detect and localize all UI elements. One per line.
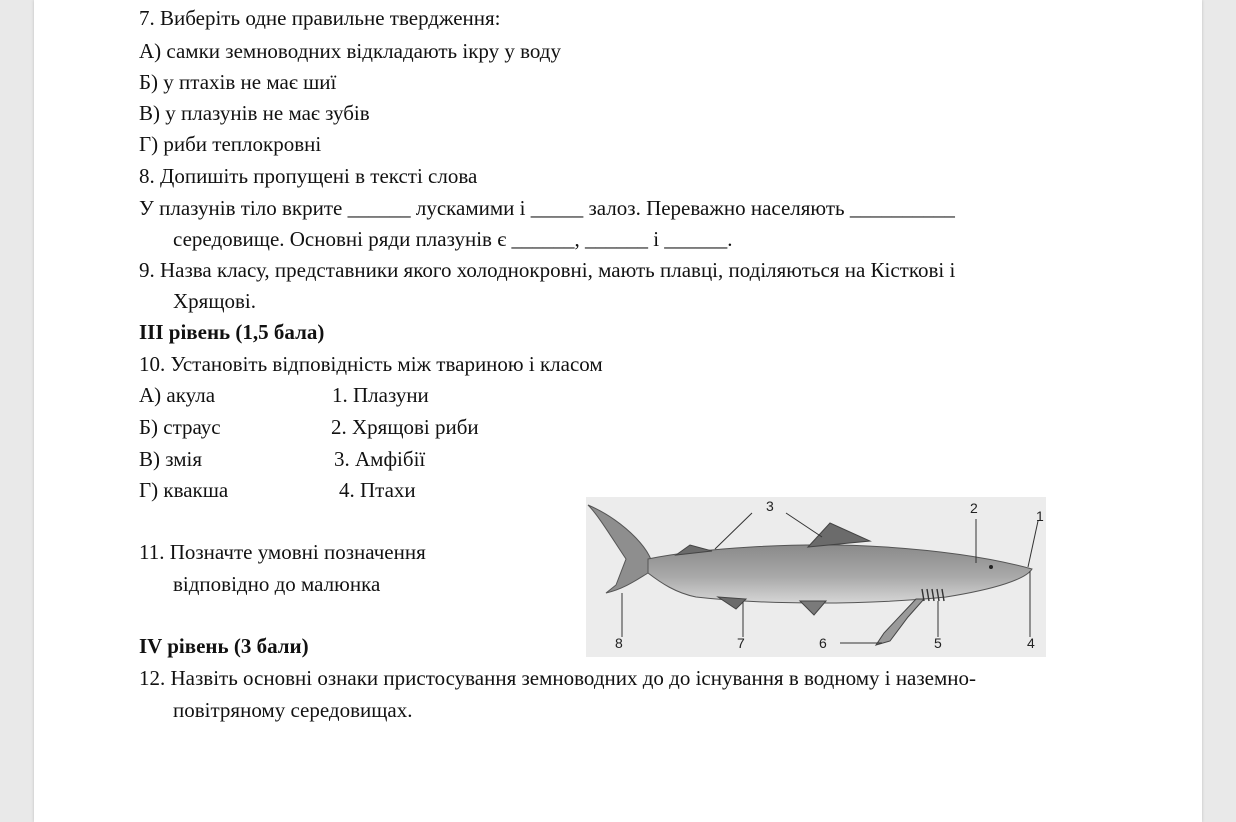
label-6: 6 [819, 635, 827, 651]
label-4: 4 [1027, 635, 1035, 651]
q10-animal-b: Б) страус [139, 415, 221, 439]
label-5: 5 [934, 635, 942, 651]
label-8: 8 [615, 635, 623, 651]
q7-option-c: В) у плазунів не має зубів [139, 101, 370, 125]
eye [989, 565, 993, 569]
label-2: 2 [970, 500, 978, 516]
q7-option-b: Б) у птахів не має шиї [139, 70, 337, 94]
q7-title: 7. Виберіть одне правильне твердження: [139, 6, 501, 30]
q9-line-2: Хрящові. [173, 289, 256, 313]
q8-line-2: середовище. Основні ряди плазунів є ______, ______ і ______. [173, 227, 733, 251]
label-7: 7 [737, 635, 745, 651]
q10-animal-c: В) змія [139, 447, 203, 471]
q12-line-2: повітряному середовищах. [173, 698, 413, 722]
q11-line-1: 11. Позначте умовні позначення [139, 540, 426, 564]
level-3-heading: III рівень (1,5 бала) [139, 320, 325, 344]
level-4-heading: IV рівень (3 бали) [139, 634, 309, 658]
q12-line-1: 12. Назвіть основні ознаки пристосування земноводних до до існування в водному і наземно- [139, 666, 977, 690]
q10-class-2: 2. Хрящові риби [331, 415, 479, 439]
q7-option-d: Г) риби теплокровні [139, 132, 322, 156]
q10-animal-d: Г) квакша [139, 478, 229, 502]
q10-class-3: 3. Амфібії [334, 447, 426, 471]
q9-line-1: 9. Назва класу, представники якого холоднокровні, мають плавці, поділяються на Кісткові і [139, 258, 956, 282]
shark-diagram [586, 497, 1046, 657]
q7-option-a: А) самки земноводних відкладають ікру у воду [139, 39, 561, 63]
q10-class-1: 1. Плазуни [332, 383, 429, 407]
q11-line-2: відповідно до малюнка [173, 572, 381, 596]
q8-title: 8. Допишіть пропущені в тексті слова [139, 164, 478, 188]
q10-animal-a: А) акула [139, 383, 216, 407]
label-1: 1 [1036, 508, 1044, 524]
q10-class-4: 4. Птахи [339, 478, 416, 502]
label-3: 3 [766, 498, 774, 514]
q10-title: 10. Установіть відповідність між твариною і класом [139, 352, 603, 376]
q8-line-1: У плазунів тіло вкрите ______ лускамими і _____ залоз. Переважно населяють __________ [139, 196, 955, 220]
